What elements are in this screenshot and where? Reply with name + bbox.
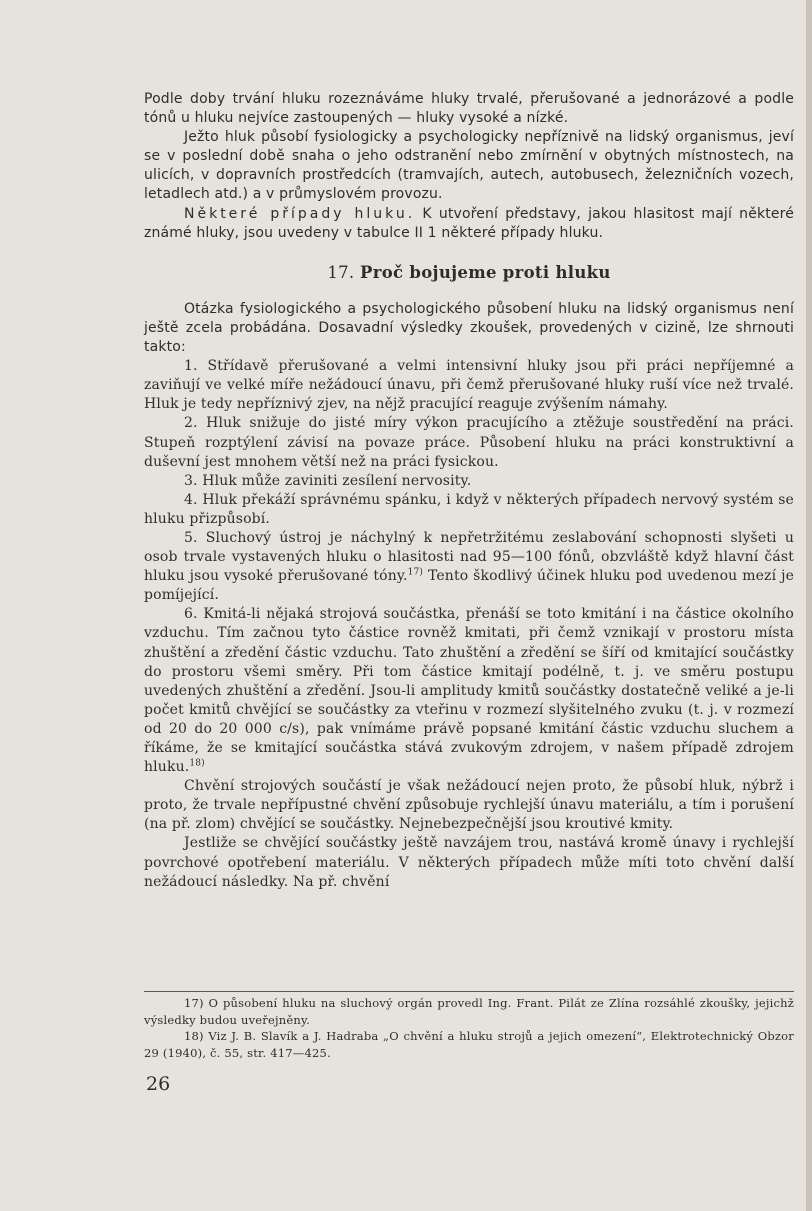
list-item-5 [144, 529, 794, 605]
paragraph-wear: Jestliže se chvějící součástky ještě navzájem trou, nastává kromě únavy i rychlejší povrchové opotřebení materiálu. V některých případech může míti toto chvění další nežádoucí následky. Na př. chvění [144, 835, 794, 890]
paragraph-noise-types: Podle doby trvání hluku rozeznáváme hluky trvalé, přerušované a jednorázové a podle tónů u hluku nejvíce zastoupených — hluky vysoké a nízké. [144, 91, 794, 127]
footnotes [144, 995, 794, 1061]
list-item-1: 1. Střídavě přerušované a velmi intensivní hluky jsou při práci nepříjemné a zaviňují ve velké míře nežádoucí únavu, při čemž přerušované hluky ruší více než trvalé. Hluk je tedy nepříznivý zjev, na nějž pracující reaguje zvýšením námahy. [144, 358, 794, 413]
section-heading [144, 263, 794, 282]
list-item-text: Tento škodlivý účinek hluku pod uvedenou mezí je pomíjející. [144, 568, 795, 604]
list-item-text: 5. Sluchový ústroj je náchylný k nepřetržitému zeslabování schopnosti slyšeti u osob trvale vystavených hluku o hlasitosti nad 95—100 fónů, obzvláště když hlavní část hluku jsou vysoké přerušované tóny. [144, 529, 794, 585]
paragraph-noise-effects: Ježto hluk působí fysiologicky a psychologicky nepříznivě na lidský organismus, jeví se v poslední době snaha o jeho odstranění nebo zmírnění v obytných místnostech, na ulicích, v dopravních prostředcích (tramvajích, autech, autobusech, železničních vozech, letadlech atd.) a v průmyslovém provozu. [144, 129, 794, 203]
footnote-17: 17) O působení hluku na sluchový orgán provedl Ing. Frant. Pilát ze Zlína rozsáhlé zkoušky, jejichž výsledky budou uveřejněny. [144, 996, 794, 1027]
section-intro: Otázka fysiologického a psychologického působení hluku na lidský organismus není ještě zcela probádána. Dosavadní výsledky zkoušek, provedených v cizině, lze shrnouti takto: [144, 300, 794, 356]
paragraph-vibration: Chvění strojových součástí je však nežádoucí nejen proto, že působí hluk, nýbrž i proto, že trvale nepřípustné chvění způsobuje rychlejší únavu materiálu, a tím i porušení (na př. zlom) chvějící se součástky. Nejnebezpečnější jsou kroutivé kmity. [144, 778, 794, 833]
list-item-3: 3. Hluk může zaviniti zesílení nervosity. [184, 472, 472, 489]
footnote-divider [144, 991, 794, 992]
main-text [144, 90, 794, 892]
spaced-heading: Některé případy hluku. [184, 205, 416, 222]
list-item-4: 4. Hluk překáží správnému spánku, i když v některých případech nervový systém se hluku přizpůsobí. [144, 491, 794, 527]
section-title: Proč bojujeme proti hluku [360, 262, 611, 282]
footnote-18: 18) Viz J. B. Slavík a J. Hadraba „O chvění a hluku strojů a jejich omezení“, Elektrotechnický Obzor 29 (1940), č. 55, str. 417—425. [144, 1029, 794, 1060]
page-number: 26 [146, 1073, 171, 1095]
list-item-6 [144, 605, 794, 777]
footnote-ref-17: 17) [407, 567, 424, 578]
paragraph-text: K utvoření představy, jakou hlasitost mají některé známé hluky, jsou uvedeny v tabulce II 1 některé případy hluku. [144, 205, 794, 241]
footnote-ref-18: 18) [189, 758, 205, 769]
section-number: 17. [327, 262, 355, 282]
paragraph-noise-cases [144, 205, 794, 243]
list-item-text: 6. Kmitá-li nějaká strojová součástka, přenáší se toto kmitání i na částice okolního vzduchu. Tím začnou tyto částice rovněž kmitati, při čemž vznikají v prostoru místa zhuštění a zředění částic vzduchu. Tato zhuštění a zředění se šíří od kmitající součástky do prostoru všemi směry. Při tom částice kmitají podélně, t. j. ve směru postupu uvedených zhuštění a zředění. Jsou-li amplitudy kmitů součástky dostatečně veliké a je-li počet kmitů chvějící se součástky za vteřinu v rozmezí slyšitelného zvuku (t. j. v rozmezí od 20 do 20 000 c/s), pak vnímáme právě popsané kmitání částic vzduchu sluchem a říkáme, že se kmitající součástka stává zvukovým zdrojem, v našem případě zdrojem hluku. [144, 606, 794, 776]
page-edge [806, 0, 812, 1211]
list-item-2: 2. Hluk snižuje do jisté míry výkon pracujícího a ztěžuje soustředění na práci. Stupeň rozptýlení závisí na povaze práce. Působení hluku na práci konstruktivní a duševní jest mnohem větší než na práci fysickou. [144, 415, 794, 470]
